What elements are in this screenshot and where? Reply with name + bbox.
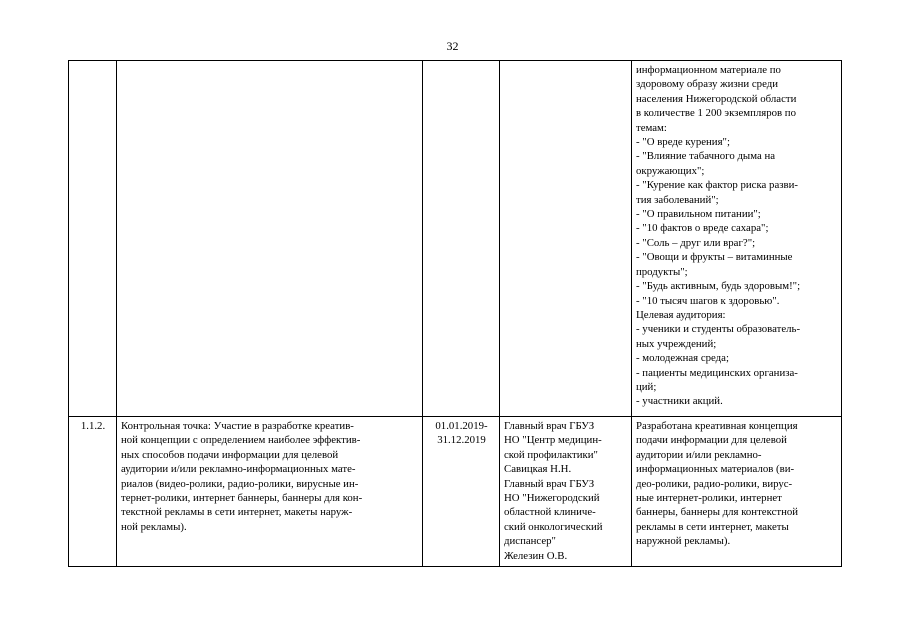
plan-table [68,60,842,567]
responsible-line: Главный врач ГБУЗ [504,477,595,490]
responsible-line: ской профилактики" [504,448,598,461]
cell-result [632,417,842,567]
result-line: населения Нижегородской области [636,92,797,105]
task-line: ной концепции с определением наиболее эффектив- [121,434,361,447]
table-row-continuation [69,61,842,417]
task-line: риалов (видео-ролики, радио-ролики, вирусные ин- [121,477,359,490]
responsible-line: Савицкая Н.Н. [504,463,572,476]
result-line: - "О правильном питании"; [636,208,761,221]
task-line: ной рекламы). [121,520,187,533]
responsible-line: ский онкологический [504,520,603,533]
result-line: ные интернет-ролики, интернет [636,492,782,505]
date-line: 01.01.2019- [435,420,488,432]
result-line: - "О вреде курения"; [636,136,730,149]
task-line: ных способов подачи информации для целевой [121,448,339,461]
result-line: Целевая аудитория: [636,308,726,321]
result-line: баннеры, баннеры для контекстной [636,506,799,519]
cell-dates [423,61,500,417]
responsible-line: Железин О.В. [504,549,568,562]
responsible-line: областной клиниче- [504,506,596,519]
result-line: информационном материале по [636,64,781,76]
result-line: - ученики и студенты образователь- [636,323,801,336]
cell-task [117,417,423,567]
responsible-line: НО "Центр медицин- [504,434,602,447]
result-line: - "Влияние табачного дыма на [636,150,776,163]
result-line: темам: [636,121,667,134]
responsible-line: диспансер" [504,535,556,548]
result-line: ных учреждений; [636,337,717,350]
result-line: окружающих"; [636,164,705,177]
result-line: - молодежная среда; [636,352,729,365]
result-line: здоровому образу жизни среди [636,78,778,91]
cell-dates [423,417,500,567]
cell-responsible [500,61,632,417]
result-line: Разработана креативная концепция [636,420,798,432]
result-line: информационных материалов (ви- [636,463,795,476]
responsible-line: НО "Нижегородский [504,492,600,505]
result-line: ций; [636,380,657,393]
result-line: - "Курение как фактор риска разви- [636,179,798,192]
date-line: 31.12.2019 [437,434,486,447]
result-line: - "Овощи и фрукты – витаминные [636,251,793,264]
result-line: - "Соль – друг или враг?"; [636,236,756,249]
responsible-line: Главный врач ГБУЗ [504,420,595,432]
result-line: - пациенты медицинских организа- [636,366,798,379]
result-line: - "Будь активным, будь здоровым!"; [636,280,801,293]
result-line: в количестве 1 200 экземпляров по [636,107,796,120]
result-line: део-ролики, радио-ролики, вирус- [636,477,793,490]
result-line: аудитории и/или рекламно- [636,448,762,461]
page-number: 32 [446,39,459,53]
cell-task [117,61,423,417]
result-line: - участники акций. [636,395,723,408]
result-line: - "10 тысяч шагов к здоровью". [636,294,780,307]
result-line: тия заболеваний"; [636,193,719,206]
cell-number [69,61,117,417]
cell-responsible [500,417,632,567]
cell-result [632,61,842,417]
task-line: Контрольная точка: Участие в разработке креатив- [121,420,354,432]
result-line: продукты"; [636,265,688,278]
result-line: подачи информации для целевой [636,434,787,447]
result-line: наружной рекламы). [636,535,731,548]
cell-number: 1.1.2. [69,417,117,567]
result-line: рекламы в сети интернет, макеты [636,520,789,533]
task-line: текстной рекламы в сети интернет, макеты наруж- [121,506,353,519]
task-line: тернет-ролики, интернет баннеры, баннеры для кон- [121,492,363,505]
result-line: - "10 фактов о вреде сахара"; [636,222,769,235]
task-line: аудитории и/или рекламно-информационных мате- [121,463,356,476]
table-row-1-1-2 [69,417,842,567]
